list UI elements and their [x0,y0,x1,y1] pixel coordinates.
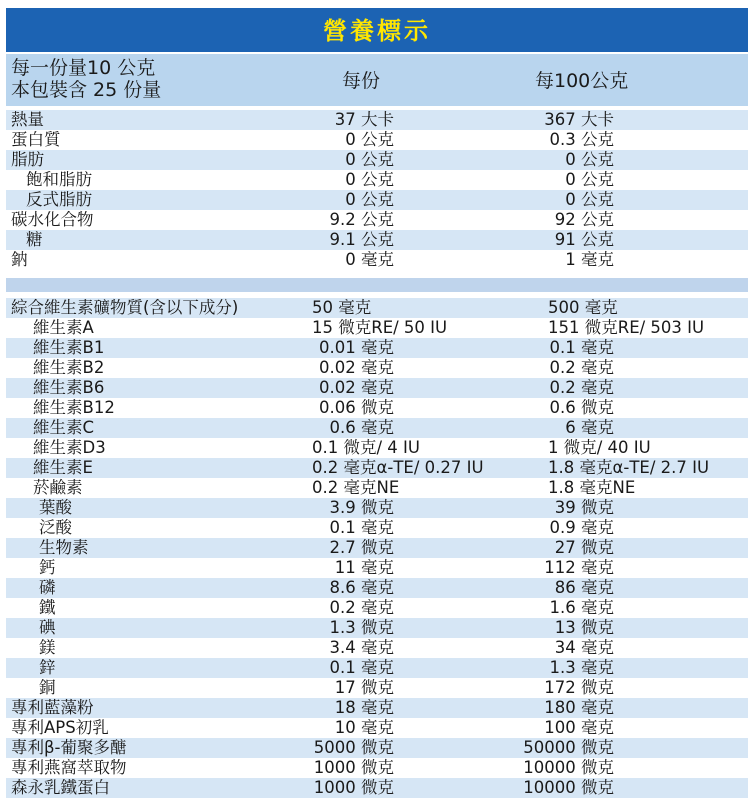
per-100g-value: 10000 微克 [523,758,614,777]
per-100g-value: 91 公克 [554,230,614,249]
nutrient-name: 碘 [39,618,56,637]
vitamins-minerals-section [6,298,748,798]
per-100g-header: 每100公克 [535,70,629,92]
per-serving-value: 0 公克 [345,190,394,209]
per-serving-value: 17 微克 [334,678,394,697]
nutrient-name: 菸鹼素 [33,478,83,497]
per-100g-value: 34 毫克 [554,638,614,657]
nutrient-name: 碳水化合物 [11,210,94,229]
nutrient-name: 鎂 [39,638,56,657]
nutrient-name: 鈉 [11,250,28,269]
per-serving-header: 每份 [342,70,381,92]
per-serving-value: 50 毫克 [312,298,372,317]
nutrient-name: 維生素E [33,458,93,477]
table-row [6,658,748,678]
per-serving-value: 1.3 微克 [329,618,394,637]
table-row [6,378,748,398]
serving-info [11,57,161,101]
per-serving-value: 0.02 毫克 [319,358,394,377]
table-row [6,210,748,230]
table-row [6,638,748,658]
table-row [6,338,748,358]
per-100g-value: 0.1 毫克 [549,338,614,357]
nutrient-name: 鐵 [39,598,56,617]
per-serving-value: 15 微克RE/ 50 IU [312,318,448,337]
table-row [6,778,748,798]
table-row [6,618,748,638]
serving-size: 每一份量10 公克 [11,57,156,79]
per-100g-value: 0.2 毫克 [549,358,614,377]
table-row [6,598,748,618]
per-100g-value: 151 微克RE/ 503 IU [548,318,705,337]
nutrient-name: 綜合維生素礦物質(含以下成分) [11,298,239,317]
per-100g-value: 1 毫克 [565,250,614,269]
table-row [6,318,748,338]
per-100g-value: 6 毫克 [565,418,614,437]
per-serving-value: 3.4 毫克 [329,638,394,657]
nutrient-name: 專利藍藻粉 [11,698,94,717]
per-100g-value: 0.2 毫克 [549,378,614,397]
table-row [6,150,748,170]
table-row [6,250,748,270]
per-100g-value: 0 公克 [565,170,614,189]
per-serving-value: 11 毫克 [334,558,394,577]
table-row [6,718,748,738]
per-100g-value: 0 公克 [565,190,614,209]
table-row [6,498,748,518]
servings-per-package: 本包裝含 25 份量 [11,79,162,101]
nutrient-name: 維生素B1 [33,338,105,357]
per-100g-value: 1.3 毫克 [549,658,614,677]
per-serving-value: 37 大卡 [334,110,394,129]
per-100g-value: 0.6 微克 [549,398,614,417]
nutrient-name: 銅 [39,678,56,697]
per-100g-value: 86 毫克 [554,578,614,597]
per-serving-value: 3.9 微克 [329,498,394,517]
table-row [6,698,748,718]
nutrient-name: 維生素B6 [33,378,105,397]
per-100g-value: 100 毫克 [544,718,614,737]
nutrient-name: 蛋白質 [11,130,61,149]
header-row [6,52,748,110]
table-row [6,578,748,598]
per-serving-value: 0.6 毫克 [329,418,394,437]
per-serving-value: 0.02 毫克 [319,378,394,397]
nutrient-name: 維生素C [33,418,95,437]
table-row [6,230,748,250]
per-serving-value: 0 公克 [345,150,394,169]
per-100g-value: 1.8 毫克NE [548,478,636,497]
nutrient-name: 鈣 [39,558,56,577]
nutrient-name: 鋅 [39,658,56,677]
nutrition-label [6,8,748,798]
basic-nutrients-section [6,110,748,270]
per-serving-value: 0.1 毫克 [329,518,394,537]
per-serving-value: 8.6 毫克 [329,578,394,597]
table-row [6,298,748,318]
nutrient-name: 森永乳鐵蛋白 [11,778,110,797]
per-100g-value: 367 大卡 [544,110,614,129]
per-serving-value: 0 毫克 [345,250,394,269]
per-100g-value: 39 微克 [554,498,614,517]
per-serving-value: 0.1 微克/ 4 IU [312,438,420,457]
nutrient-name: 泛酸 [39,518,72,537]
per-serving-value: 0.2 毫克α-TE/ 0.27 IU [312,458,484,477]
table-row [6,478,748,498]
per-serving-value: 5000 微克 [313,738,394,757]
per-serving-value: 1000 微克 [313,778,394,797]
nutrient-name: 維生素A [33,318,94,337]
per-100g-value: 172 微克 [544,678,614,697]
per-serving-value: 2.7 微克 [329,538,394,557]
table-row [6,110,748,130]
per-serving-value: 0 公克 [345,130,394,149]
per-100g-value: 0 公克 [565,150,614,169]
table-row [6,438,748,458]
nutrient-name: 脂肪 [11,150,44,169]
per-100g-value: 180 毫克 [544,698,614,717]
table-row [6,518,748,538]
per-100g-value: 112 毫克 [544,558,614,577]
nutrient-name: 飽和脂肪 [26,170,92,189]
nutrient-name: 反式脂肪 [26,190,92,209]
section-divider [6,278,748,292]
table-row [6,190,748,210]
per-100g-value: 1 微克/ 40 IU [548,438,651,457]
nutrient-name: 維生素B2 [33,358,105,377]
per-100g-value: 10000 微克 [523,778,614,797]
table-row [6,170,748,190]
per-100g-value: 92 公克 [554,210,614,229]
nutrient-name: 維生素B12 [33,398,115,417]
per-serving-value: 0.2 毫克 [329,598,394,617]
nutrient-name: 專利β-葡聚多醣 [11,738,127,757]
per-100g-value: 500 毫克 [548,298,618,317]
per-serving-value: 9.1 公克 [329,230,394,249]
nutrient-name: 葉酸 [39,498,72,517]
table-row [6,458,748,478]
per-serving-value: 0.1 毫克 [329,658,394,677]
per-100g-value: 0.3 公克 [549,130,614,149]
nutrient-name: 糖 [26,230,43,249]
table-row [6,758,748,778]
table-row [6,358,748,378]
per-100g-value: 1.8 毫克α-TE/ 2.7 IU [548,458,710,477]
per-100g-value: 50000 微克 [523,738,614,757]
nutrient-name: 生物素 [39,538,89,557]
table-row [6,678,748,698]
per-serving-value: 0 公克 [345,170,394,189]
nutrient-name: 磷 [39,578,56,597]
nutrient-name: 專利APS初乳 [11,718,109,737]
table-row [6,418,748,438]
table-row [6,558,748,578]
per-100g-value: 27 微克 [554,538,614,557]
label-title: 營養標示 [6,8,748,52]
per-100g-value: 0.9 毫克 [549,518,614,537]
table-row [6,538,748,558]
nutrient-name: 專利燕窩萃取物 [11,758,127,777]
per-100g-value: 1.6 毫克 [549,598,614,617]
table-row [6,738,748,758]
nutrient-name: 維生素D3 [33,438,106,457]
per-serving-value: 1000 微克 [313,758,394,777]
per-serving-value: 10 毫克 [334,718,394,737]
per-serving-value: 0.2 毫克NE [312,478,400,497]
per-serving-value: 18 毫克 [334,698,394,717]
per-serving-value: 0.06 微克 [319,398,394,417]
table-row [6,398,748,418]
per-serving-value: 0.01 毫克 [319,338,394,357]
nutrient-name: 熱量 [11,110,44,129]
per-serving-value: 9.2 公克 [329,210,394,229]
table-row [6,130,748,150]
per-100g-value: 13 微克 [554,618,614,637]
